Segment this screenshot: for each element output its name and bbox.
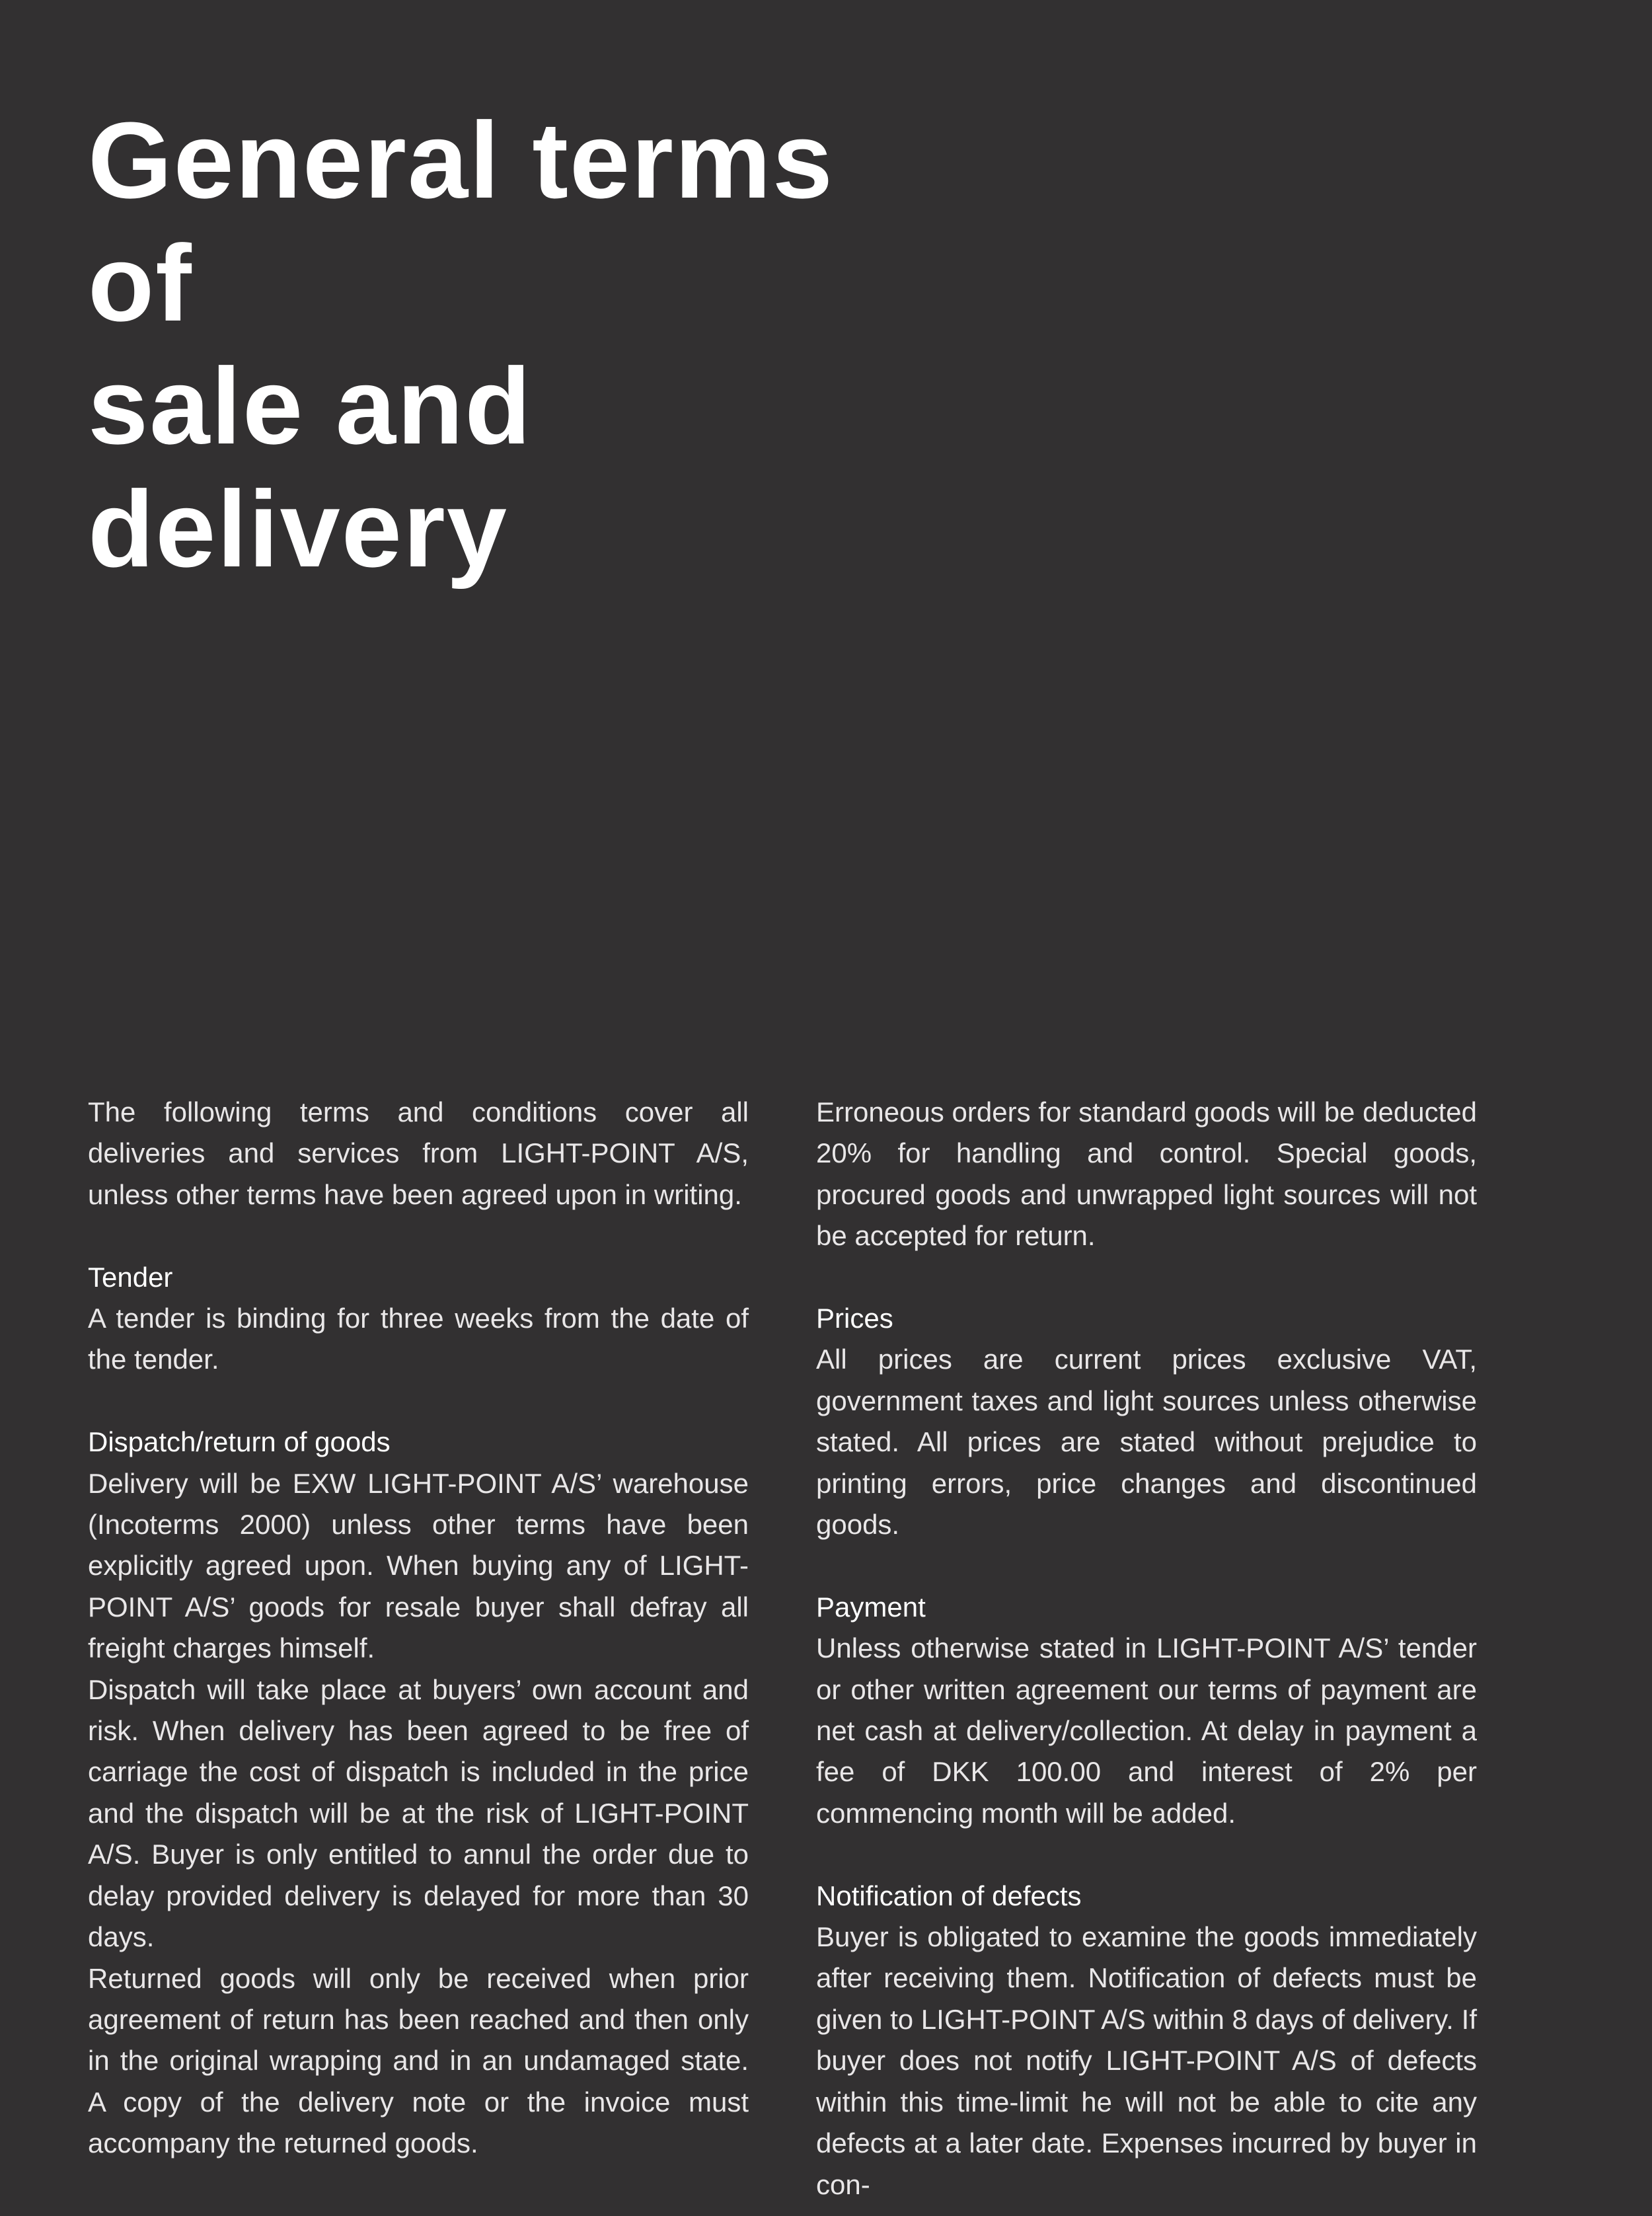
tender-paragraph: A tender is binding for three weeks from the date of the tender. bbox=[88, 1303, 749, 1375]
page-title bbox=[88, 99, 947, 591]
spacer bbox=[816, 1257, 1477, 1298]
dispatch-paragraph-3: Returned goods will only be received when prior agreement of return has been reached and then only in the original wrapping and in an undamaged state. A copy of the delivery note or the invoice must accompany the returned goods. bbox=[88, 1962, 749, 2159]
dispatch-heading: Dispatch/return of goods bbox=[88, 1426, 391, 1458]
erroneous-orders-paragraph: Erroneous orders for standard goods will be deducted 20% for handling and control. Special goods, procured goods and unwrapped light sources will not be accepted for return. bbox=[816, 1096, 1477, 1252]
prices-heading: Prices bbox=[816, 1303, 893, 1334]
left-column bbox=[88, 1092, 749, 2164]
defects-paragraph: Buyer is obligated to examine the goods immediately after receiving them. Notification of defects must be given to LIGHT-POINT A/S within 8 days of delivery. If buyer does not notify LIGHT-POINT A/S of defects within this time-limit he will not be able to cite any defects at a later date. Expenses incurred by buyer in con- bbox=[816, 1921, 1477, 2200]
defects-heading: Notification of defects bbox=[816, 1880, 1082, 1911]
spacer bbox=[88, 1381, 749, 1422]
page-title-line-1: General terms of bbox=[88, 100, 834, 344]
spacer bbox=[816, 1834, 1477, 1875]
spacer bbox=[88, 1215, 749, 1256]
payment-heading: Payment bbox=[816, 1591, 926, 1623]
spacer bbox=[816, 1545, 1477, 1586]
tender-heading: Tender bbox=[88, 1261, 173, 1293]
intro-paragraph: The following terms and conditions cover all deliveries and services from LIGHT-POINT A/S, unless other terms have been agreed upon in writing. bbox=[88, 1096, 749, 1210]
page-title-line-2: sale and delivery bbox=[88, 346, 533, 590]
right-column bbox=[816, 1092, 1477, 2205]
payment-paragraph: Unless otherwise stated in LIGHT-POINT A/S’ tender or other written agreement our terms of payment are net cash at delivery/collection. At delay in payment a fee of DKK 100.00 and interest of 2% per commencing month will be added. bbox=[816, 1632, 1477, 1829]
dispatch-paragraph-2: Dispatch will take place at buyers’ own account and risk. When delivery has been agreed to be free of carriage the cost of dispatch is included in the price and the dispatch will be at the risk of LIGHT-POINT A/S. Buyer is only entitled to annul the order due to delay provided delivery is delayed for more than 30 days. bbox=[88, 1673, 749, 1953]
dispatch-paragraph-1: Delivery will be EXW LIGHT-POINT A/S’ warehouse (Incoterms 2000) unless other terms have been explicitly agreed upon. When buying any of LIGHT-POINT A/S’ goods for resale buyer shall defray all freight charges himself. bbox=[88, 1467, 749, 1664]
prices-paragraph: All prices are current prices exclusive VAT, government taxes and light sources unless otherwise stated. All prices are stated without prejudice to printing errors, price changes and discontinued goods. bbox=[816, 1344, 1477, 1541]
